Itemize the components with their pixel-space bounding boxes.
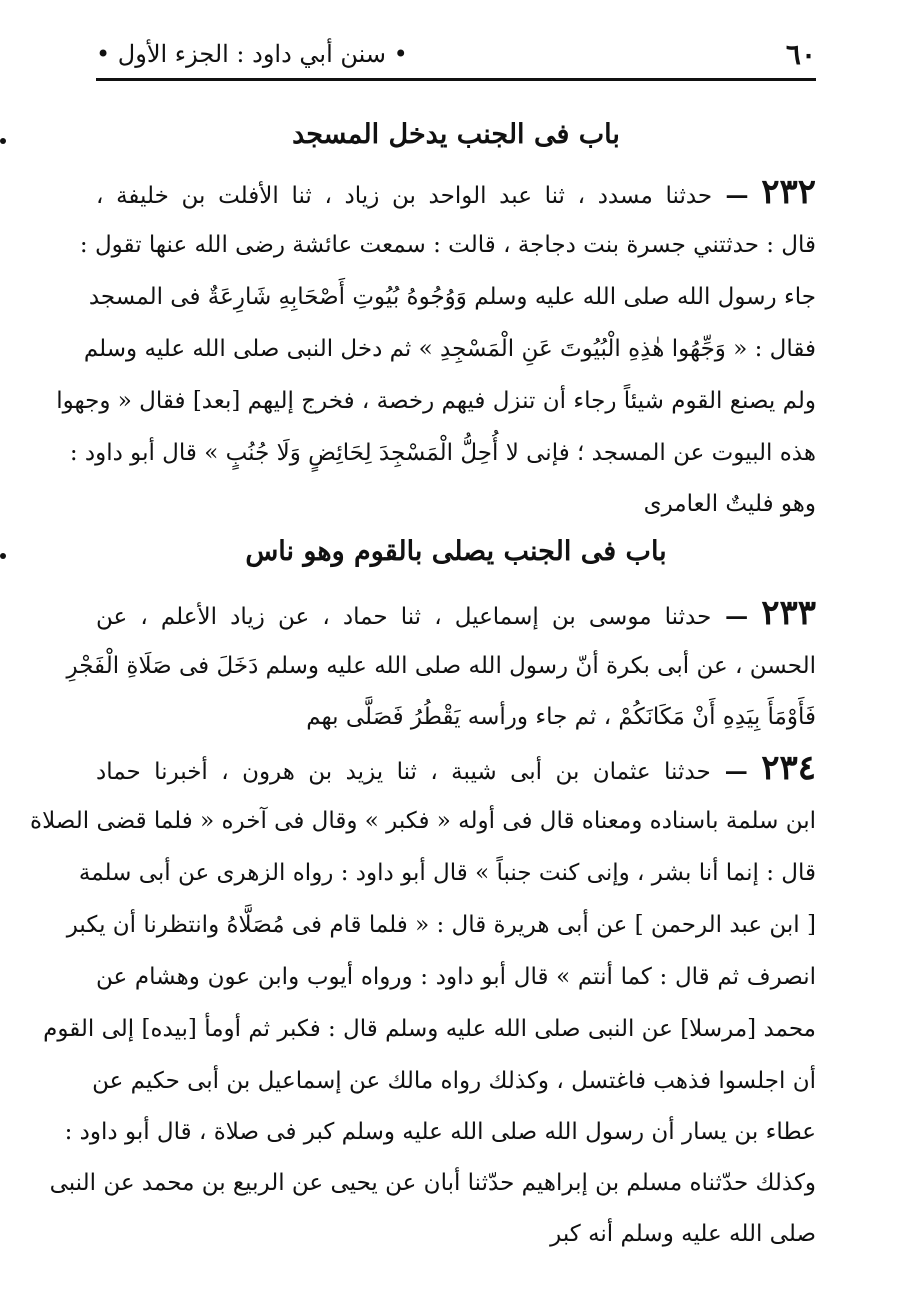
text-line: جاء رسول الله صلى الله عليه وسلم وَوُجُوهُ بُيُوتِ أَصْحَابِهِ شَارِعَةٌ فى المسجد xyxy=(88,284,816,310)
line-text: حدثنا عثمان بن أبى شيبة ، ثنا يزيد بن هرون ، أخبرنا حماد xyxy=(96,759,711,785)
margin-mark xyxy=(0,138,6,144)
line-text: حدثنا موسى بن إسماعيل ، ثنا حماد ، عن زياد الأعلم ، عن xyxy=(96,604,712,630)
section-heading: باب فى الجنب يدخل المسجد xyxy=(292,119,620,150)
text-line: وهو فليتٌ العامرى xyxy=(643,491,816,517)
margin-mark xyxy=(0,553,6,559)
text-line: عطاء بن يسار أن رسول الله صلى الله عليه وسلم كبر فى صلاة ، قال أبو داود : xyxy=(64,1119,816,1145)
hadith-dash: — xyxy=(710,758,748,785)
line-text: حدثنا مسدد ، ثنا عبد الواحد بن زياد ، ثنا الأفلت بن خليفة ، xyxy=(96,183,713,209)
hadith-number: ٢٣٣ xyxy=(761,593,817,633)
text-line: [ ابن عبد الرحمن ] عن أبى هريرة قال : « فلما قام فى مُصَلَّاهُ وانتظرنا أن يكبر xyxy=(66,912,816,938)
text-line: أن اجلسوا فذهب فاغتسل ، وكذلك رواه مالك عن إسماعيل بن أبى حكيم عن xyxy=(92,1068,816,1094)
hadith-number: ٢٣٢ xyxy=(761,172,816,212)
text-line: انصرف ثم قال : كما أنتم » قال أبو داود : ورواه أيوب وابن عون وهشام عن xyxy=(96,964,816,990)
text-line xyxy=(96,593,816,637)
header-rule xyxy=(96,78,816,81)
text-line: ولم يصنع القوم شيئاً رجاء أن تنزل فيهم رخصة ، فخرج إليهم [بعد] فقال « وجهوا xyxy=(56,388,816,414)
text-line: صلى الله عليه وسلم أنه كبر xyxy=(550,1221,816,1247)
running-title: • سنن أبي داود : الجزء الأول • xyxy=(96,40,408,68)
section-heading: باب فى الجنب يصلى بالقوم وهو ناس xyxy=(245,536,667,567)
page-number: ٦٠ xyxy=(785,37,816,71)
text-line: الحسن ، عن أبى بكرة أنّ رسول الله صلى الله عليه وسلم دَخَلَ فى صَلَاةِ الْفَجْرِ xyxy=(66,653,816,679)
hadith-dash: — xyxy=(711,603,749,630)
text-line: فَأَوْمَأَ بِيَدِهِ أَنْ مَكَانَكُمْ ، ثم جاء ورأسه يَقْطُرُ فَصَلَّى بهم xyxy=(306,704,816,730)
text-line: قال : إنما أنا بشر ، وإنى كنت جنباً » قال أبو داود : رواه الزهرى عن أبى سلمة xyxy=(78,860,816,886)
text-line: هذه البيوت عن المسجد ؛ فإنى لا أُحِلُّ الْمَسْجِدَ لِحَائِضٍ وَلَا جُنُبٍ » قال أبو داود : xyxy=(69,440,816,466)
hadith-dash: — xyxy=(712,182,749,209)
text-line: قال : حدثتني جسرة بنت دجاجة ، قالت : سمعت عائشة رضى الله عنها تقول : xyxy=(79,232,816,258)
text-line: فقال : « وَجِّهُوا هٰذِهِ الْبُيُوتَ عَنِ الْمَسْجِدِ » ثم دخل النبى صلى الله عليه وسلم xyxy=(83,336,816,362)
hadith-number: ٢٣٤ xyxy=(761,748,816,788)
text-line: محمد [مرسلا] عن النبى صلى الله عليه وسلم قال : فكبر ثم أومأ [بيده] إلى القوم xyxy=(43,1016,816,1042)
page-header xyxy=(96,34,816,74)
text-line: وكذلك حدّثناه مسلم بن إبراهيم حدّثنا أبان عن يحيى عن الربيع بن محمد عن النبى xyxy=(49,1170,816,1196)
text-line xyxy=(96,748,816,792)
text-line: ابن سلمة باسناده ومعناه قال فى أوله « فكبر » وقال فى آخره « فلما قضى الصلاة xyxy=(30,808,816,834)
text-line xyxy=(96,172,816,216)
